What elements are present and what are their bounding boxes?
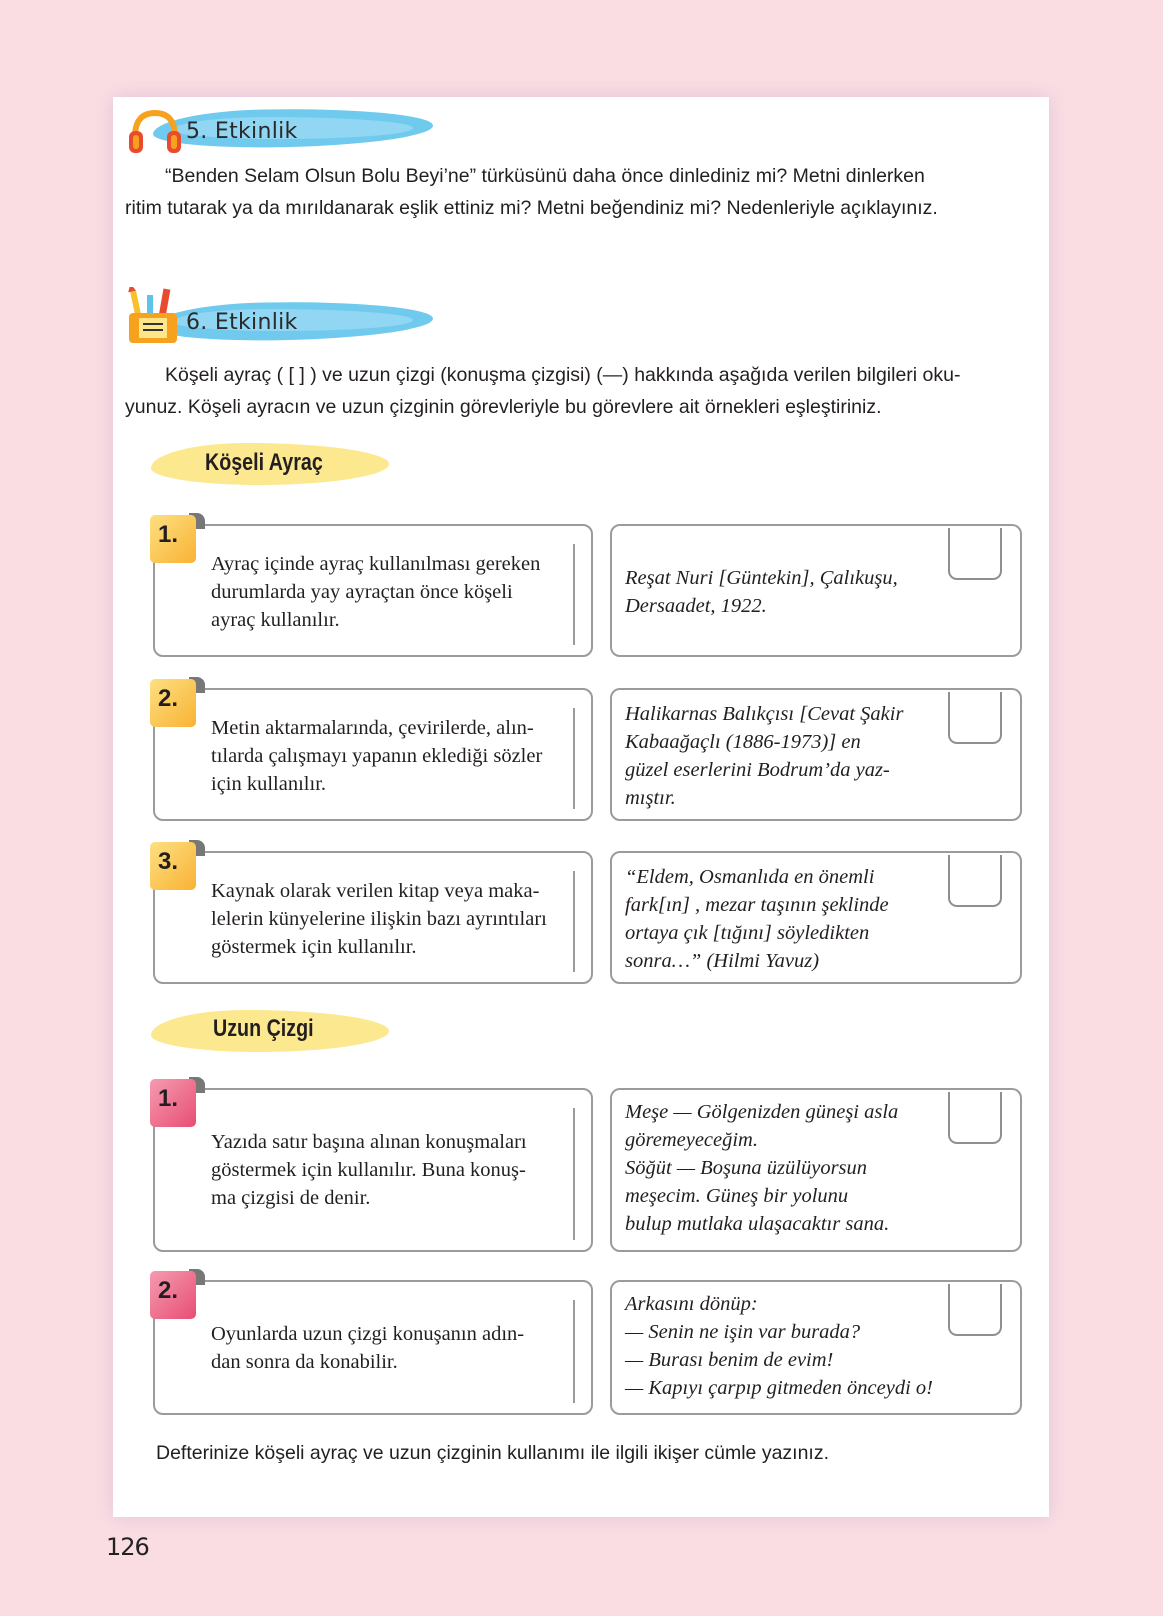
koseli-label: Köşeli Ayraç [205,449,323,476]
box-divider [573,1300,575,1403]
text-line: Meşe — Gölgenizden güneşi asla [625,1101,899,1123]
example-text [625,863,889,975]
text-line: ma çizgisi de denir. [211,1187,371,1209]
text-line: ritim tutarak ya da mırıldanarak eşlik ettiniz mi? Metni beğendiniz mi? Nedenleriyle açıklayınız. [125,197,938,219]
writing-instruction: Defterinize köşeli ayraç ve uzun çizginin kullanımı ile ilgili ikişer cümle yazınız. [156,1442,830,1464]
text-line: göremeyeceğim. [625,1129,758,1151]
koseli-number-2: 2. [150,679,196,727]
text-line: göstermek için kullanılır. [211,936,417,958]
text-line: ortaya çık [tığını] söyledikten [625,922,870,944]
text-line: fark[ın] , mezar taşının şeklinde [625,894,889,916]
uzun-label: Uzun Çizgi [213,1015,314,1042]
box-divider [573,1108,575,1240]
rule-text [211,877,547,961]
text-line: “Eldem, Osmanlıda en önemli [625,866,875,888]
headphones-icon [127,107,183,157]
rule-text [211,714,542,798]
example-text [625,1290,933,1402]
box-divider [573,871,575,972]
koseli-number-3: 3. [150,842,196,890]
answer-box[interactable] [948,690,1002,744]
text-line: Yazıda satır başına alınan konuşmaları [211,1131,527,1153]
uzun-number-2: 2. [150,1271,196,1319]
koseli-number-1: 1. [150,515,196,563]
activity6-instructions [125,359,1025,423]
answer-box[interactable] [948,1090,1002,1144]
koseli-example-box-3 [610,851,1022,984]
example-text [625,700,903,812]
text-line: — Burası benim de evim! [625,1349,834,1371]
text-line: lelerin künyelerine ilişkin bazı ayrıntıları [211,908,547,930]
answer-box[interactable] [948,853,1002,907]
text-line: Söğüt — Boşuna üzülüyorsun [625,1157,868,1179]
example-text [625,564,898,620]
activity5-instructions [125,160,1025,224]
text-line: Reşat Nuri [Güntekin], Çalıkuşu, [625,567,898,589]
text-line: meşecim. Güneş bir yolunu [625,1185,849,1207]
page-number: 126 [106,1533,149,1561]
uzun-example-box-2 [610,1280,1022,1415]
example-text [625,1098,898,1238]
text-line: bulup mutlaka ulaşacaktır sana. [625,1213,890,1235]
text-line: Oyunlarda uzun çizgi konuşanın adın- [211,1323,525,1345]
koseli-rule-box-2 [153,688,593,821]
text-line: mıştır. [625,787,676,809]
box-divider [573,544,575,645]
text-line: güzel eserlerini Bodrum’da yaz- [625,759,890,781]
rule-text [211,1320,524,1376]
uzun-rule-box-1 [153,1088,593,1252]
rule-text [211,550,540,634]
koseli-example-box-2 [610,688,1022,821]
text-line: Köşeli ayraç ( [ ] ) ve uzun çizgi (konuşma çizgisi) (—) hakkında aşağıda verilen bilgileri oku- [165,364,961,386]
activity5-title: 5. Etkinlik [186,119,298,144]
text-line: Dersaadet, 1922. [625,595,767,617]
text-line: yunuz. Köşeli ayracın ve uzun çizginin görevleriyle bu görevlere ait örnekleri eşleştiriniz. [125,396,882,418]
text-line: durumlarda yay ayraçtan önce köşeli [211,581,513,603]
text-line: Arkasını dönüp: [625,1293,758,1315]
uzun-example-box-1 [610,1088,1022,1252]
box-divider [573,708,575,809]
activity6-title: 6. Etkinlik [186,310,298,335]
uzun-rule-box-2 [153,1280,593,1415]
text-line: Kabaağaçlı (1886-1973)] en [625,731,861,753]
text-line: tılarda çalışmayı yapanın eklediği sözler [211,745,543,767]
text-line: Halikarnas Balıkçısı [Cevat Şakir [625,703,904,725]
page-sheet [113,97,1049,1517]
text-line: göstermek için kullanılır. Buna konuş- [211,1159,526,1181]
text-line: Metin aktarmalarında, çevirilerde, alın- [211,717,534,739]
rule-text [211,1128,527,1212]
text-line: dan sonra da konabilir. [211,1351,398,1373]
text-line: ayraç kullanılır. [211,609,340,631]
text-line: “Benden Selam Olsun Bolu Beyi’ne” türküsünü daha önce dinlediniz mi? Metni dinlerken [165,165,925,187]
uzun-number-1: 1. [150,1079,196,1127]
answer-box[interactable] [948,1282,1002,1336]
answer-box[interactable] [948,526,1002,580]
text-line: Ayraç içinde ayraç kullanılması gereken [211,553,541,575]
koseli-rule-box-1 [153,524,593,657]
pencil-cup-icon [125,287,181,347]
text-line: Kaynak olarak verilen kitap veya maka- [211,880,540,902]
text-line: — Kapıyı çarpıp gitmeden önceydi o! [625,1377,934,1399]
text-line: — Senin ne işin var burada? [625,1321,861,1343]
text-line: sonra…” (Hilmi Yavuz) [625,950,820,972]
koseli-example-box-1 [610,524,1022,657]
text-line: için kullanılır. [211,773,327,795]
koseli-rule-box-3 [153,851,593,984]
